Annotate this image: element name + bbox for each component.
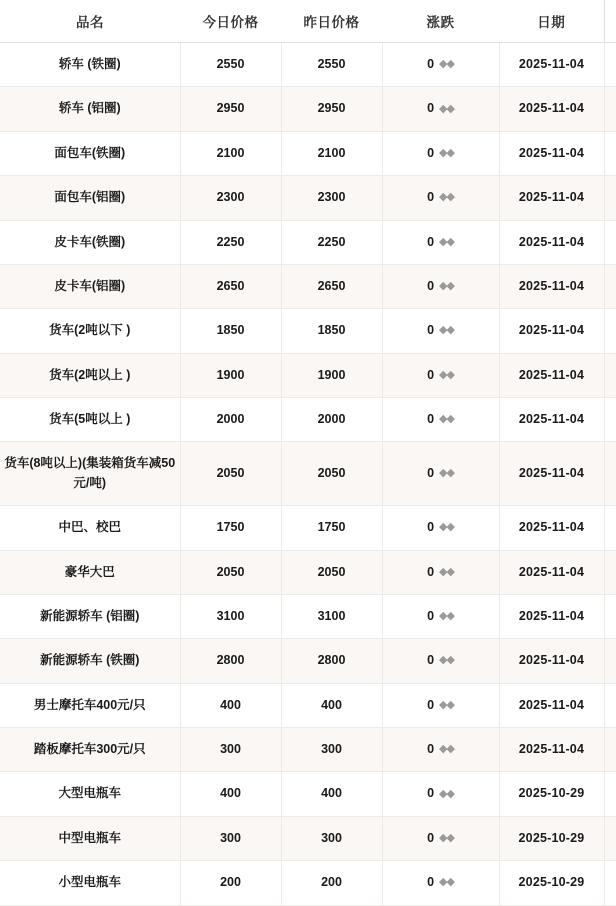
cell-product-name: 中巴、校巴 <box>0 506 180 550</box>
table-row <box>0 442 616 506</box>
change-value: 0 <box>427 367 435 382</box>
table-row <box>0 264 616 308</box>
cell-yesterday-price: 200 <box>281 861 382 905</box>
cell-date: 2025-11-04 <box>499 506 604 550</box>
cell-change <box>382 264 499 308</box>
cell-yesterday-price: 2050 <box>281 442 382 506</box>
change-value: 0 <box>427 564 435 579</box>
change-wrapper <box>427 99 454 118</box>
cell-today-price: 2250 <box>180 220 281 264</box>
cell-date: 2025-11-04 <box>499 309 604 353</box>
change-value: 0 <box>427 145 435 160</box>
cell-yesterday-price: 2300 <box>281 176 382 220</box>
cell-change <box>382 353 499 397</box>
cell-product-name: 皮卡车(铝圈) <box>0 264 180 308</box>
cell-date: 2025-11-04 <box>499 639 604 683</box>
cell-today-price: 1900 <box>180 353 281 397</box>
cell-change <box>382 176 499 220</box>
cell-today-price: 2950 <box>180 87 281 131</box>
cell-change <box>382 87 499 131</box>
cell-change <box>382 220 499 264</box>
cell-edge <box>604 816 616 860</box>
cell-date: 2025-11-04 <box>499 442 604 506</box>
cell-yesterday-price: 300 <box>281 728 382 772</box>
change-value: 0 <box>427 57 435 71</box>
cell-product-name: 货车(8吨以上)(集装箱货车减50元/吨) <box>0 442 180 506</box>
cell-product-name: 货车(2吨以下 ) <box>0 309 180 353</box>
change-value: 0 <box>427 101 435 116</box>
cell-today-price: 2100 <box>180 131 281 175</box>
change-wrapper <box>427 740 454 759</box>
flat-arrows-icon: ◆◆ <box>439 565 454 578</box>
cell-yesterday-price: 300 <box>281 816 382 860</box>
change-value: 0 <box>427 875 435 890</box>
change-value: 0 <box>427 323 435 338</box>
cell-edge <box>604 861 616 905</box>
cell-change <box>382 442 499 506</box>
cell-date: 2025-10-29 <box>499 861 604 905</box>
column-header-change: 涨跌 <box>382 0 499 43</box>
table-row <box>0 309 616 353</box>
table-body <box>0 43 616 906</box>
cell-edge <box>604 131 616 175</box>
change-wrapper <box>427 518 454 537</box>
change-value: 0 <box>427 608 435 623</box>
table-row <box>0 398 616 442</box>
cell-edge <box>604 353 616 397</box>
cell-edge <box>604 728 616 772</box>
table-row <box>0 131 616 175</box>
change-wrapper <box>427 563 454 582</box>
cell-product-name: 面包车(铝圈) <box>0 176 180 220</box>
change-wrapper <box>427 321 454 340</box>
cell-today-price: 300 <box>180 816 281 860</box>
cell-today-price: 1850 <box>180 309 281 353</box>
table-row <box>0 728 616 772</box>
cell-yesterday-price: 2650 <box>281 264 382 308</box>
cell-change <box>382 550 499 594</box>
cell-edge <box>604 87 616 131</box>
flat-arrows-icon: ◆◆ <box>439 654 454 667</box>
cell-yesterday-price: 2000 <box>281 398 382 442</box>
change-wrapper <box>427 366 454 385</box>
cell-change <box>382 683 499 727</box>
cell-yesterday-price: 1750 <box>281 506 382 550</box>
cell-yesterday-price: 2800 <box>281 639 382 683</box>
cell-date: 2025-11-04 <box>499 353 604 397</box>
cell-change <box>382 43 499 87</box>
cell-product-name: 货车(5吨以上 ) <box>0 398 180 442</box>
cell-change <box>382 861 499 905</box>
cell-edge <box>604 43 616 87</box>
cell-yesterday-price: 2100 <box>281 131 382 175</box>
flat-arrows-icon: ◆◆ <box>439 521 454 534</box>
column-header-edge <box>604 0 616 43</box>
change-wrapper <box>427 873 454 892</box>
cell-change <box>382 772 499 816</box>
change-value: 0 <box>427 412 435 426</box>
cell-date: 2025-11-04 <box>499 87 604 131</box>
cell-edge <box>604 398 616 442</box>
cell-change <box>382 728 499 772</box>
cell-edge <box>604 772 616 816</box>
change-value: 0 <box>427 653 435 668</box>
cell-product-name: 男士摩托车400元/只 <box>0 683 180 727</box>
cell-date: 2025-10-29 <box>499 772 604 816</box>
column-header-date: 日期 <box>499 0 604 43</box>
change-wrapper <box>427 829 454 848</box>
cell-yesterday-price: 1900 <box>281 353 382 397</box>
cell-product-name: 大型电瓶车 <box>0 772 180 816</box>
column-header-name: 品名 <box>0 0 180 43</box>
change-wrapper <box>427 410 454 429</box>
cell-yesterday-price: 400 <box>281 683 382 727</box>
flat-arrows-icon: ◆◆ <box>439 787 454 800</box>
cell-date: 2025-11-04 <box>499 43 604 87</box>
cell-product-name: 豪华大巴 <box>0 550 180 594</box>
cell-date: 2025-11-04 <box>499 594 604 638</box>
cell-edge <box>604 594 616 638</box>
change-value: 0 <box>427 830 435 845</box>
cell-today-price: 300 <box>180 728 281 772</box>
cell-product-name: 皮卡车(铁圈) <box>0 220 180 264</box>
change-wrapper <box>427 464 454 483</box>
cell-today-price: 2650 <box>180 264 281 308</box>
cell-today-price: 1750 <box>180 506 281 550</box>
cell-product-name: 轿车 (铝圈) <box>0 87 180 131</box>
cell-yesterday-price: 2550 <box>281 43 382 87</box>
flat-arrows-icon: ◆◆ <box>439 58 454 71</box>
flat-arrows-icon: ◆◆ <box>439 743 454 756</box>
cell-yesterday-price: 3100 <box>281 594 382 638</box>
cell-change <box>382 398 499 442</box>
cell-today-price: 2050 <box>180 442 281 506</box>
table-row <box>0 772 616 816</box>
flat-arrows-icon: ◆◆ <box>439 610 454 623</box>
change-value: 0 <box>427 190 435 205</box>
column-header-today-price: 今日价格 <box>180 0 281 43</box>
flat-arrows-icon: ◆◆ <box>439 324 454 337</box>
table-row <box>0 43 616 87</box>
cell-yesterday-price: 2950 <box>281 87 382 131</box>
change-value: 0 <box>427 742 435 756</box>
cell-yesterday-price: 400 <box>281 772 382 816</box>
table-row <box>0 594 616 638</box>
cell-product-name: 面包车(铁圈) <box>0 131 180 175</box>
flat-arrows-icon: ◆◆ <box>439 368 454 381</box>
cell-edge <box>604 683 616 727</box>
cell-today-price: 2800 <box>180 639 281 683</box>
change-wrapper <box>427 696 454 715</box>
change-wrapper <box>427 188 454 207</box>
table-row <box>0 639 616 683</box>
cell-date: 2025-11-04 <box>499 683 604 727</box>
change-wrapper <box>427 144 454 163</box>
flat-arrows-icon: ◆◆ <box>439 831 454 844</box>
table-row <box>0 550 616 594</box>
cell-date: 2025-11-04 <box>499 220 604 264</box>
cell-date: 2025-11-04 <box>499 176 604 220</box>
cell-edge <box>604 220 616 264</box>
cell-product-name: 新能源轿车 (铁圈) <box>0 639 180 683</box>
cell-date: 2025-11-04 <box>499 728 604 772</box>
cell-change <box>382 816 499 860</box>
table-row <box>0 506 616 550</box>
cell-product-name: 中型电瓶车 <box>0 816 180 860</box>
cell-edge <box>604 639 616 683</box>
flat-arrows-icon: ◆◆ <box>439 146 454 159</box>
cell-today-price: 2050 <box>180 550 281 594</box>
cell-date: 2025-11-04 <box>499 264 604 308</box>
flat-arrows-icon: ◆◆ <box>439 413 454 426</box>
cell-yesterday-price: 2250 <box>281 220 382 264</box>
cell-date: 2025-11-04 <box>499 131 604 175</box>
cell-product-name: 小型电瓶车 <box>0 861 180 905</box>
table-row <box>0 861 616 905</box>
change-wrapper <box>427 55 454 74</box>
cell-change <box>382 639 499 683</box>
change-wrapper <box>427 233 454 252</box>
flat-arrows-icon: ◆◆ <box>439 698 454 711</box>
flat-arrows-icon: ◆◆ <box>439 235 454 248</box>
table-row <box>0 683 616 727</box>
table-row <box>0 353 616 397</box>
cell-yesterday-price: 1850 <box>281 309 382 353</box>
change-wrapper <box>427 607 454 626</box>
flat-arrows-icon: ◆◆ <box>439 191 454 204</box>
table-row <box>0 220 616 264</box>
change-wrapper <box>427 651 454 670</box>
cell-edge <box>604 550 616 594</box>
cell-product-name: 货车(2吨以上 ) <box>0 353 180 397</box>
cell-edge <box>604 176 616 220</box>
cell-edge <box>604 264 616 308</box>
cell-change <box>382 131 499 175</box>
table-row <box>0 176 616 220</box>
flat-arrows-icon: ◆◆ <box>439 467 454 480</box>
cell-date: 2025-11-04 <box>499 398 604 442</box>
cell-today-price: 200 <box>180 861 281 905</box>
change-value: 0 <box>427 697 435 712</box>
flat-arrows-icon: ◆◆ <box>439 280 454 293</box>
cell-change <box>382 506 499 550</box>
cell-date: 2025-10-29 <box>499 816 604 860</box>
flat-arrows-icon: ◆◆ <box>439 102 454 115</box>
cell-today-price: 400 <box>180 772 281 816</box>
change-value: 0 <box>427 278 435 293</box>
change-wrapper <box>427 277 454 296</box>
cell-yesterday-price: 2050 <box>281 550 382 594</box>
cell-change <box>382 309 499 353</box>
cell-product-name: 新能源轿车 (铝圈) <box>0 594 180 638</box>
change-wrapper <box>427 784 454 803</box>
cell-today-price: 2550 <box>180 43 281 87</box>
column-header-yesterday-price: 昨日价格 <box>281 0 382 43</box>
cell-today-price: 3100 <box>180 594 281 638</box>
cell-product-name: 踏板摩托车300元/只 <box>0 728 180 772</box>
cell-change <box>382 594 499 638</box>
table-row <box>0 816 616 860</box>
change-value: 0 <box>427 520 435 535</box>
cell-today-price: 400 <box>180 683 281 727</box>
table-header-row <box>0 0 616 43</box>
table-header <box>0 0 616 43</box>
cell-today-price: 2000 <box>180 398 281 442</box>
change-value: 0 <box>427 786 435 801</box>
cell-today-price: 2300 <box>180 176 281 220</box>
table-row <box>0 87 616 131</box>
cell-edge <box>604 442 616 506</box>
cell-date: 2025-11-04 <box>499 550 604 594</box>
cell-edge <box>604 309 616 353</box>
change-value: 0 <box>427 234 435 249</box>
cell-product-name: 轿车 (铁圈) <box>0 43 180 87</box>
cell-edge <box>604 506 616 550</box>
flat-arrows-icon: ◆◆ <box>439 876 454 889</box>
change-value: 0 <box>427 466 435 481</box>
